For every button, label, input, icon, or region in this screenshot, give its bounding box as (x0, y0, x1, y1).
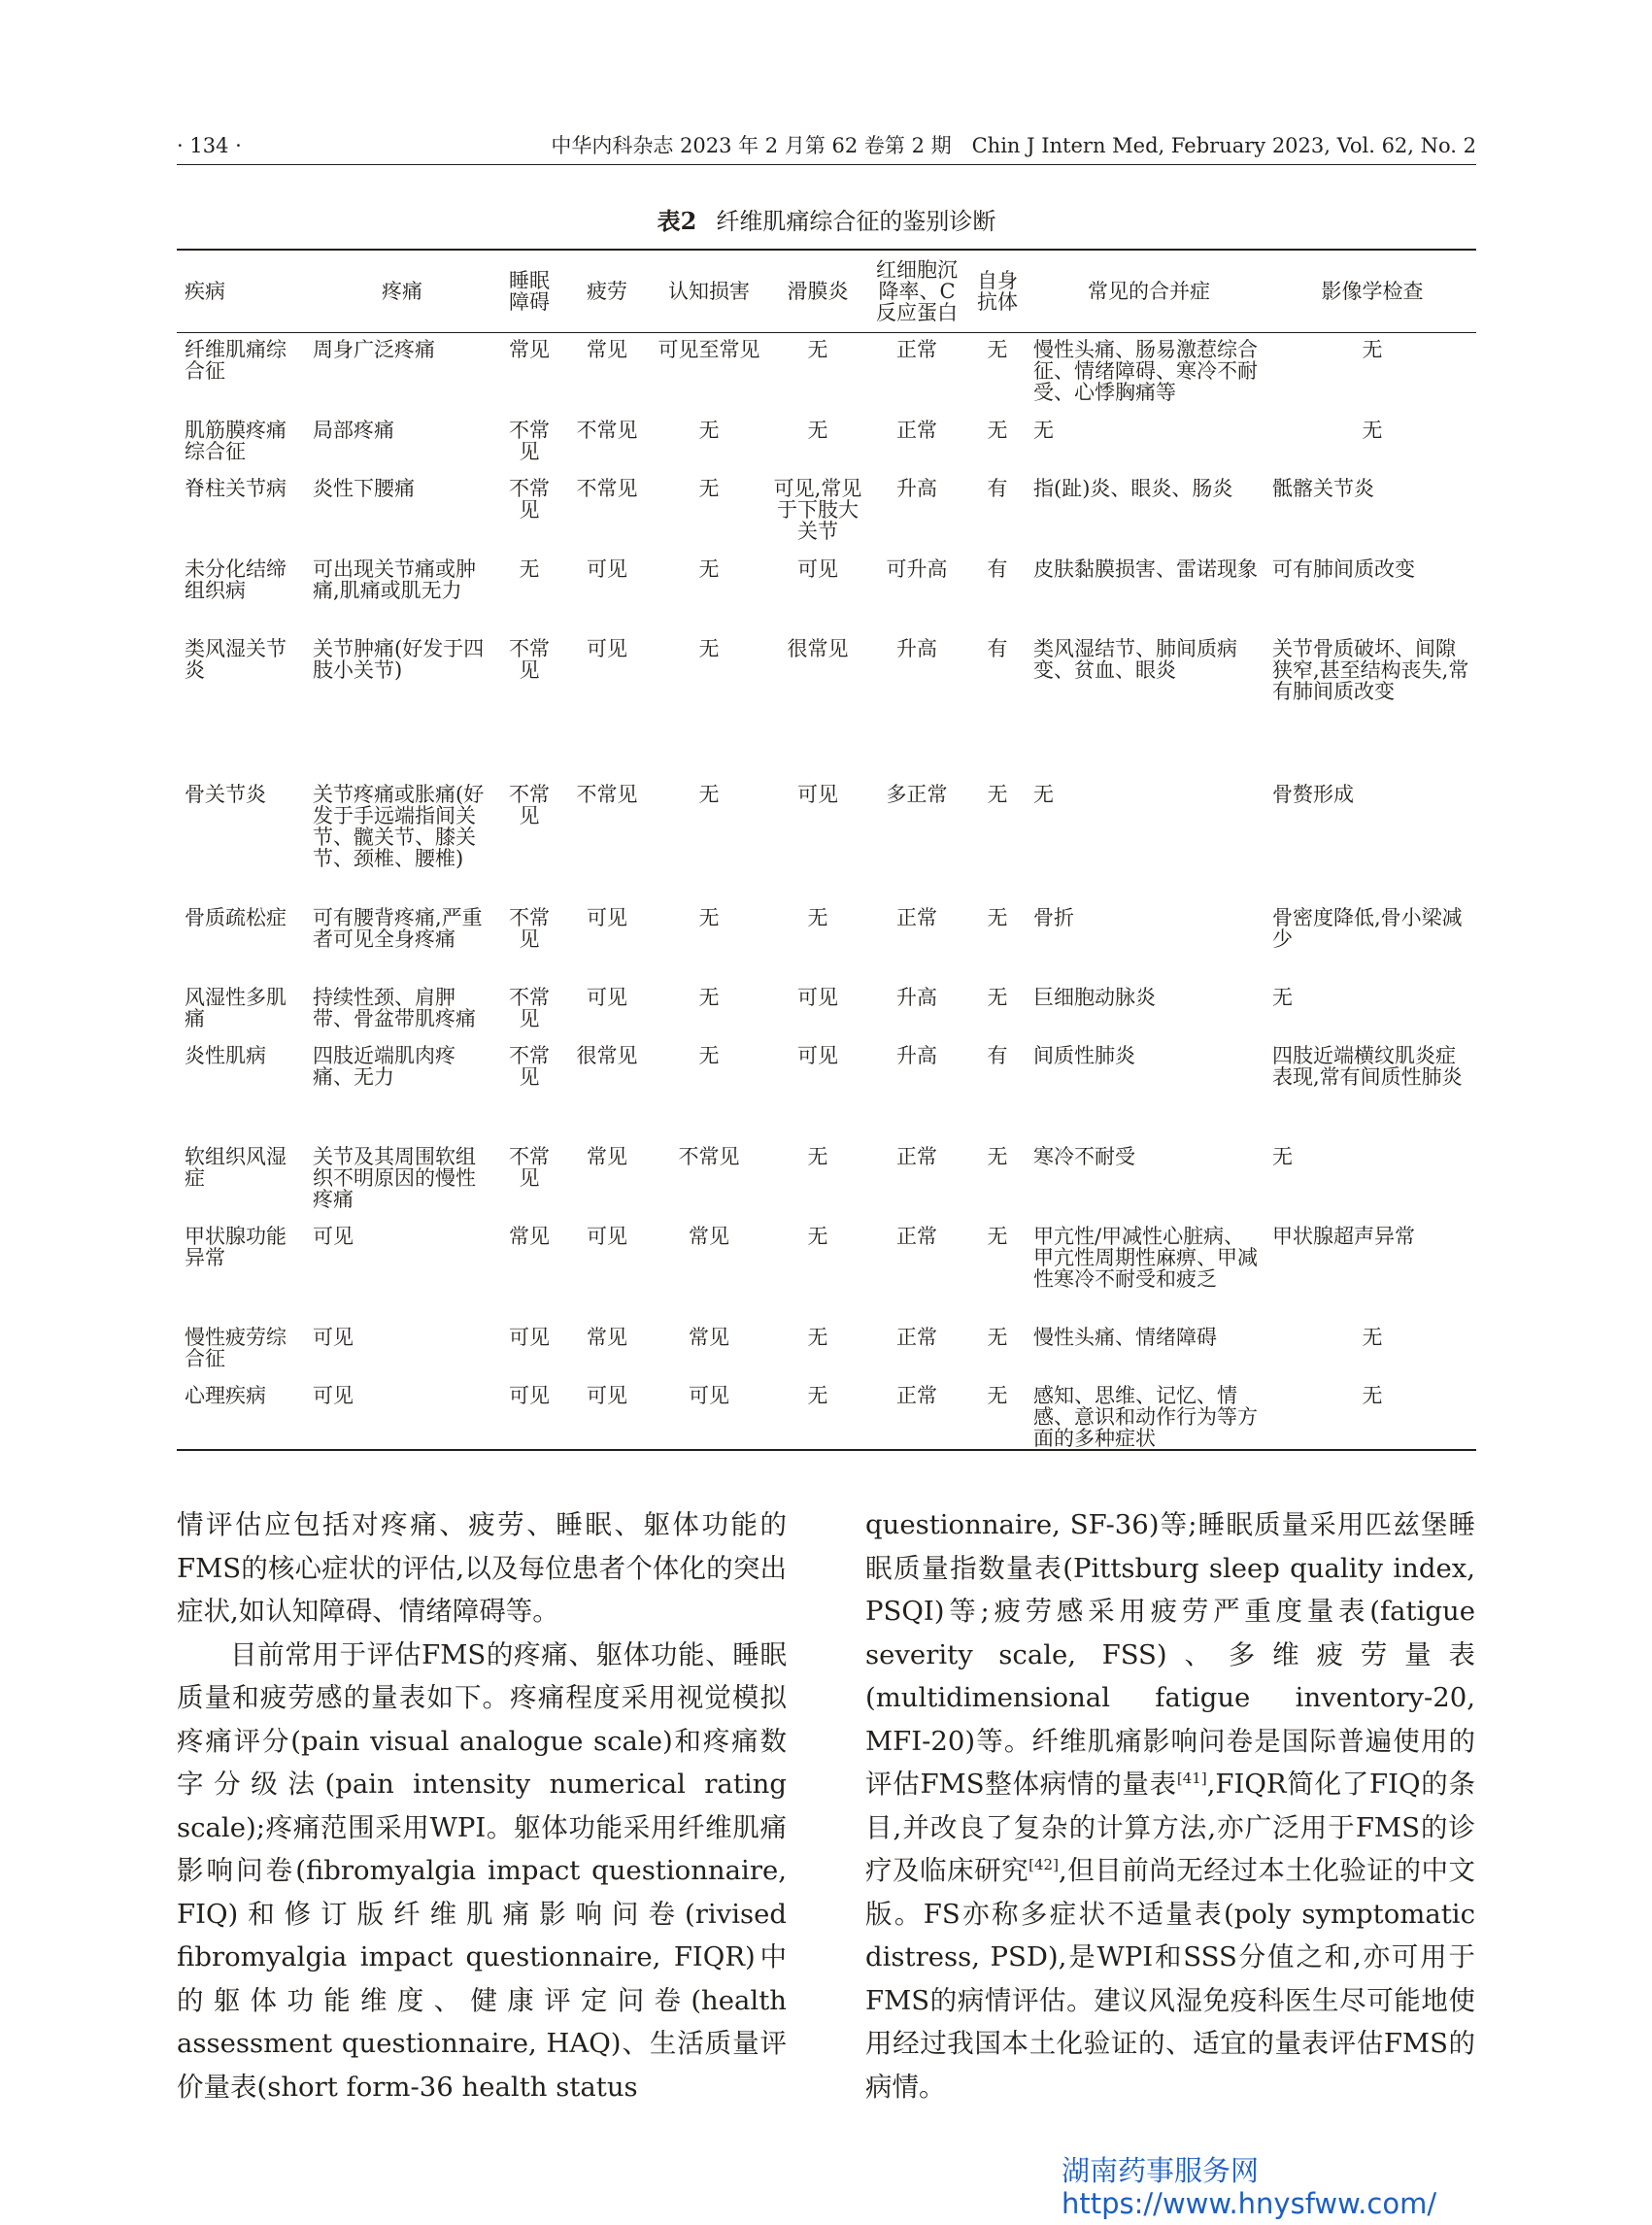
table-row (177, 632, 1476, 778)
column-header: 疼痛 (309, 250, 495, 333)
table-cell: 可见,常见于下肢大关节 (773, 476, 862, 543)
table-cell: 无 (698, 782, 720, 806)
table-row (177, 901, 1476, 981)
table-row (177, 981, 1476, 1039)
table-cell: 心理疾病 (185, 1383, 266, 1407)
table-title: 纤维肌痛综合征的鉴别诊断 (716, 208, 996, 235)
column-header: 疲劳 (563, 250, 651, 333)
table-cell: 可见 (587, 636, 627, 660)
table-cell: 可有肺间质改变 (1272, 556, 1415, 581)
table-cell: 炎性下腰痛 (313, 476, 415, 500)
table-row (177, 1379, 1476, 1450)
table-cell: 正常 (896, 418, 937, 442)
table-cell: 可见 (587, 905, 627, 929)
table-cell: 皮肤黏膜损害、雷诺现象 (1033, 556, 1258, 581)
paragraph-text: ,FIQR简化了FIQ的条目,并改良了复杂的计算方法,亦广泛用于FMS的诊疗及临床研究 (865, 1769, 1475, 1886)
table-cell: 不常见 (509, 418, 550, 463)
table-cell: 无 (987, 1383, 1008, 1407)
body-paragraph: 情评估应包括对疼痛、疲劳、睡眠、躯体功能的FMS的核心症状的评估,以及每位患者个体化的突出症状,如认知障碍、情绪障碍等。 (177, 1509, 787, 1627)
table-cell: 未分化结缔组织病 (185, 556, 287, 602)
table-cell: 软组织风湿症 (185, 1144, 287, 1190)
table-cell: 有 (987, 556, 1008, 581)
table-cell: 指(趾)炎、眼炎、肠炎 (1033, 476, 1233, 500)
citation-ref: [41] (1176, 1769, 1207, 1787)
table-cell: 正常 (896, 1383, 937, 1407)
table-cell: 常见 (509, 1224, 550, 1248)
table-cell: 无 (807, 1224, 828, 1248)
table-cell: 无 (987, 985, 1008, 1009)
table-cell: 无 (1272, 1144, 1293, 1168)
table-cell: 升高 (896, 476, 937, 500)
table-cell: 关节肿痛(好发于四肢小关节) (313, 636, 485, 682)
table-cell: 升高 (896, 636, 937, 660)
table-cell: 关节疼痛或胀痛(好发于手远端指间关节、髋关节、膝关节、颈椎、腰椎) (313, 782, 485, 870)
table-cell: 无 (987, 782, 1008, 806)
table-label: 表2 (657, 207, 697, 235)
column-header: 常见的合并症 (1029, 250, 1268, 333)
table-cell: 类风湿结节、肺间质病变、贫血、眼炎 (1033, 636, 1237, 682)
table-cell: 可见 (313, 1383, 354, 1407)
table-cell: 可见 (313, 1224, 354, 1248)
body-paragraph: 目前常用于评估FMS的疼痛、躯体功能、睡眠质量和疲劳感的量表如下。疼痛程度采用视觉模拟疼痛评分(pain visual analogue scale)和疼痛数字分级法(pain intensity numerical rating scale);疼痛范围采用WPI。躯体功能采用纤维肌痛影响问卷(fibromyalgia impact questionnaire, FIQ)和修订版纤维肌痛影响问卷(rivised fibromyalgia impact questionnaire, FIQR)中的躯体功能维度、健康评定问卷(health assessment questionnaire, HAQ)、生活质量评价量表(short form-36 health status (177, 1638, 787, 2103)
table-cell: 炎性肌病 (185, 1043, 266, 1067)
table-cell: 不常见 (576, 782, 638, 806)
table-cell: 可见 (689, 1383, 729, 1407)
paragraph-text: questionnaire, SF-36)等;睡眠质量采用匹兹堡睡眠质量指数量表(Pittsburg sleep quality index, PSQI)等;疲劳感采用疲劳严重度量表(fatigue severity scale, FSS)、多维疲劳量表(multidimensional fatigue inventory-20, MFI-20)等。纤维肌痛影响问卷是国际普遍使用的评估FMS整体病情的量表 (865, 1509, 1475, 1800)
table-cell: 无 (987, 418, 1008, 442)
table-cell: 常见 (587, 1325, 627, 1349)
table-row (177, 333, 1476, 414)
table-cell: 无 (698, 418, 720, 442)
body-column-right (865, 1503, 1475, 2108)
table-cell: 可见 (587, 556, 627, 581)
table-cell: 无 (1362, 1325, 1383, 1349)
column-header: 自身抗体 (965, 250, 1029, 333)
table-cell: 常见 (689, 1325, 729, 1349)
table-cell: 正常 (896, 1144, 937, 1168)
table-cell: 骨折 (1033, 905, 1074, 929)
table-cell: 脊柱关节病 (185, 476, 287, 500)
table-cell: 常见 (587, 338, 627, 361)
table-cell: 无 (987, 338, 1008, 361)
table-row (177, 1140, 1476, 1220)
table-cell: 无 (1033, 782, 1054, 806)
table-cell: 可见 (313, 1325, 354, 1349)
table-cell: 无 (807, 1383, 828, 1407)
table-cell: 无 (698, 905, 720, 929)
table-cell: 有 (987, 1043, 1008, 1067)
table-cell: 升高 (896, 1043, 937, 1067)
table-row (177, 553, 1476, 632)
table-cell: 常见 (587, 1144, 627, 1168)
table-cell: 正常 (896, 1325, 937, 1349)
column-header: 疾病 (177, 250, 309, 333)
table-cell: 不常见 (509, 1043, 550, 1089)
table-cell: 骨密度降低,骨小梁减少 (1272, 905, 1463, 951)
table-cell: 不常见 (509, 985, 550, 1030)
table-cell: 无 (698, 556, 720, 581)
table-cell: 无 (519, 556, 540, 581)
table-cell: 无 (1272, 985, 1293, 1009)
table-cell: 升高 (896, 985, 937, 1009)
table-cell: 无 (698, 985, 720, 1009)
table-cell: 肌筋膜疼痛综合征 (185, 418, 287, 463)
table-cell: 不常见 (509, 782, 550, 827)
table-cell: 不常见 (509, 1144, 550, 1190)
watermark-name: 湖南药事服务网 (1062, 2154, 1260, 2187)
table-cell: 可见 (797, 985, 838, 1009)
table-cell: 关节及其周围软组织不明原因的慢性疼痛 (313, 1144, 476, 1211)
table-cell: 可见 (509, 1383, 550, 1407)
table-cell: 有 (987, 636, 1008, 660)
table-cell: 无 (987, 1224, 1008, 1248)
table-cell: 常见 (689, 1224, 729, 1248)
table-cell: 四肢近端肌肉疼痛、无力 (313, 1043, 455, 1089)
table-cell: 无 (987, 905, 1008, 929)
table-cell: 可见 (587, 1224, 627, 1248)
table-cell: 无 (698, 1043, 720, 1067)
column-header: 认知损害 (651, 250, 767, 333)
table-cell: 不常见 (509, 636, 550, 682)
column-header: 影像学检查 (1268, 250, 1476, 333)
header-rule (177, 164, 1476, 165)
table-cell: 可见 (797, 782, 838, 806)
table-caption (177, 207, 1476, 236)
table-cell: 间质性肺炎 (1033, 1043, 1135, 1067)
table-cell: 骶髂关节炎 (1272, 476, 1374, 500)
table-cell: 甲状腺超声异常 (1272, 1224, 1415, 1248)
table-cell: 可升高 (886, 556, 948, 581)
table-cell: 可见至常见 (657, 338, 760, 361)
column-header: 红细胞沉降率、C反应蛋白 (868, 250, 965, 333)
table-cell: 可见 (797, 1043, 838, 1067)
table-cell: 不常见 (509, 905, 550, 951)
table-cell: 无 (807, 1325, 828, 1349)
table-cell: 可出现关节痛或肿痛,肌痛或肌无力 (313, 556, 476, 602)
table-cell: 无 (807, 418, 828, 442)
table-cell: 感知、思维、记忆、情感、意识和动作行为等方面的多种症状 (1033, 1383, 1258, 1450)
table-cell: 无 (1033, 418, 1054, 442)
table-cell: 慢性疲劳综合征 (185, 1325, 287, 1370)
table-cell: 无 (807, 905, 828, 929)
table-cell: 纤维肌痛综合征 (185, 338, 287, 383)
table-cell: 无 (1362, 338, 1383, 361)
table-cell: 甲亢性/甲减性心脏病、甲亢性周期性麻痹、甲减性寒冷不耐受和疲乏 (1033, 1224, 1258, 1291)
table-cell: 骨质疏松症 (185, 905, 287, 929)
table-cell: 无 (698, 636, 720, 660)
watermark-url: https://www.hnysfww.com/ (1062, 2187, 1437, 2220)
table-cell: 无 (807, 338, 828, 361)
table-cell: 可见 (797, 556, 838, 581)
table-cell: 寒冷不耐受 (1033, 1144, 1135, 1168)
table-cell: 关节骨质破坏、间隙狭窄,甚至结构丧失,常有肺间质改变 (1272, 636, 1469, 703)
table-cell: 慢性头痛、肠易激惹综合征、情绪障碍、寒冷不耐受、心悸胸痛等 (1033, 338, 1258, 404)
table-row (177, 414, 1476, 472)
body-paragraph (865, 1503, 1475, 2108)
table-cell: 正常 (896, 905, 937, 929)
table-cell: 风湿性多肌痛 (185, 985, 287, 1030)
column-header: 睡眠障碍 (495, 250, 563, 333)
table-cell: 正常 (896, 1224, 937, 1248)
column-header: 滑膜炎 (767, 250, 868, 333)
table-cell: 类风湿关节炎 (185, 636, 287, 682)
table-cell: 巨细胞动脉炎 (1033, 985, 1156, 1009)
table-cell: 不常见 (576, 418, 638, 442)
table-row (177, 1039, 1476, 1140)
table-cell: 可见 (509, 1325, 550, 1349)
table-row (177, 472, 1476, 553)
page-number: · 134 · (177, 134, 242, 157)
table-cell: 无 (987, 1325, 1008, 1349)
table-cell: 很常见 (787, 636, 849, 660)
watermark (1062, 2154, 1436, 2220)
table-cell: 无 (807, 1144, 828, 1168)
table-cell: 不常见 (576, 476, 638, 500)
table-cell: 常见 (509, 338, 550, 361)
table-cell: 无 (698, 476, 720, 500)
table-cell: 甲状腺功能异常 (185, 1224, 287, 1269)
differential-diagnosis-table (177, 249, 1476, 1451)
paragraph-text: ,但目前尚无经过本土化验证的中文版。FS亦称多症状不适量表(poly symptomatic distress, PSD),是WPI和SSS分值之和,亦可用于FMS的病情评估。建议风湿免疫科医生尽可能地使用经过我国本土化验证的、适宜的量表评估FMS的病情。 (865, 1855, 1476, 2103)
table-cell: 持续性颈、肩胛带、骨盆带肌疼痛 (313, 985, 476, 1030)
table-cell: 多正常 (886, 782, 948, 806)
table-cell: 慢性头痛、情绪障碍 (1033, 1325, 1217, 1349)
table-row (177, 1220, 1476, 1321)
table-cell: 不常见 (678, 1144, 740, 1168)
table-cell: 不常见 (509, 476, 550, 522)
table-cell: 正常 (896, 338, 937, 361)
table-cell: 可有腰背疼痛,严重者可见全身疼痛 (313, 905, 483, 951)
table-cell: 可见 (587, 985, 627, 1009)
table-cell: 有 (987, 476, 1008, 500)
table-cell: 骨赘形成 (1272, 782, 1354, 806)
table-cell: 局部疼痛 (313, 418, 394, 442)
table-cell: 骨关节炎 (185, 782, 266, 806)
table-cell: 很常见 (576, 1043, 638, 1067)
journal-citation: 中华内科杂志 2023 年 2 月第 62 卷第 2 期 Chin J Intern Med, February 2023, Vol. 62, No. 2 (551, 134, 1476, 157)
body-column-left (177, 1503, 787, 2108)
citation-ref: [42] (1028, 1855, 1059, 1873)
table-row (177, 778, 1476, 901)
table-row (177, 1321, 1476, 1379)
table-cell: 无 (1362, 418, 1383, 442)
table-header-row (177, 250, 1476, 333)
table-cell: 无 (1362, 1383, 1383, 1407)
table-cell: 可见 (587, 1383, 627, 1407)
table-cell: 无 (987, 1144, 1008, 1168)
table-cell: 四肢近端横纹肌炎症表现,常有间质性肺炎 (1272, 1043, 1463, 1089)
table-cell: 周身广泛疼痛 (313, 338, 435, 361)
